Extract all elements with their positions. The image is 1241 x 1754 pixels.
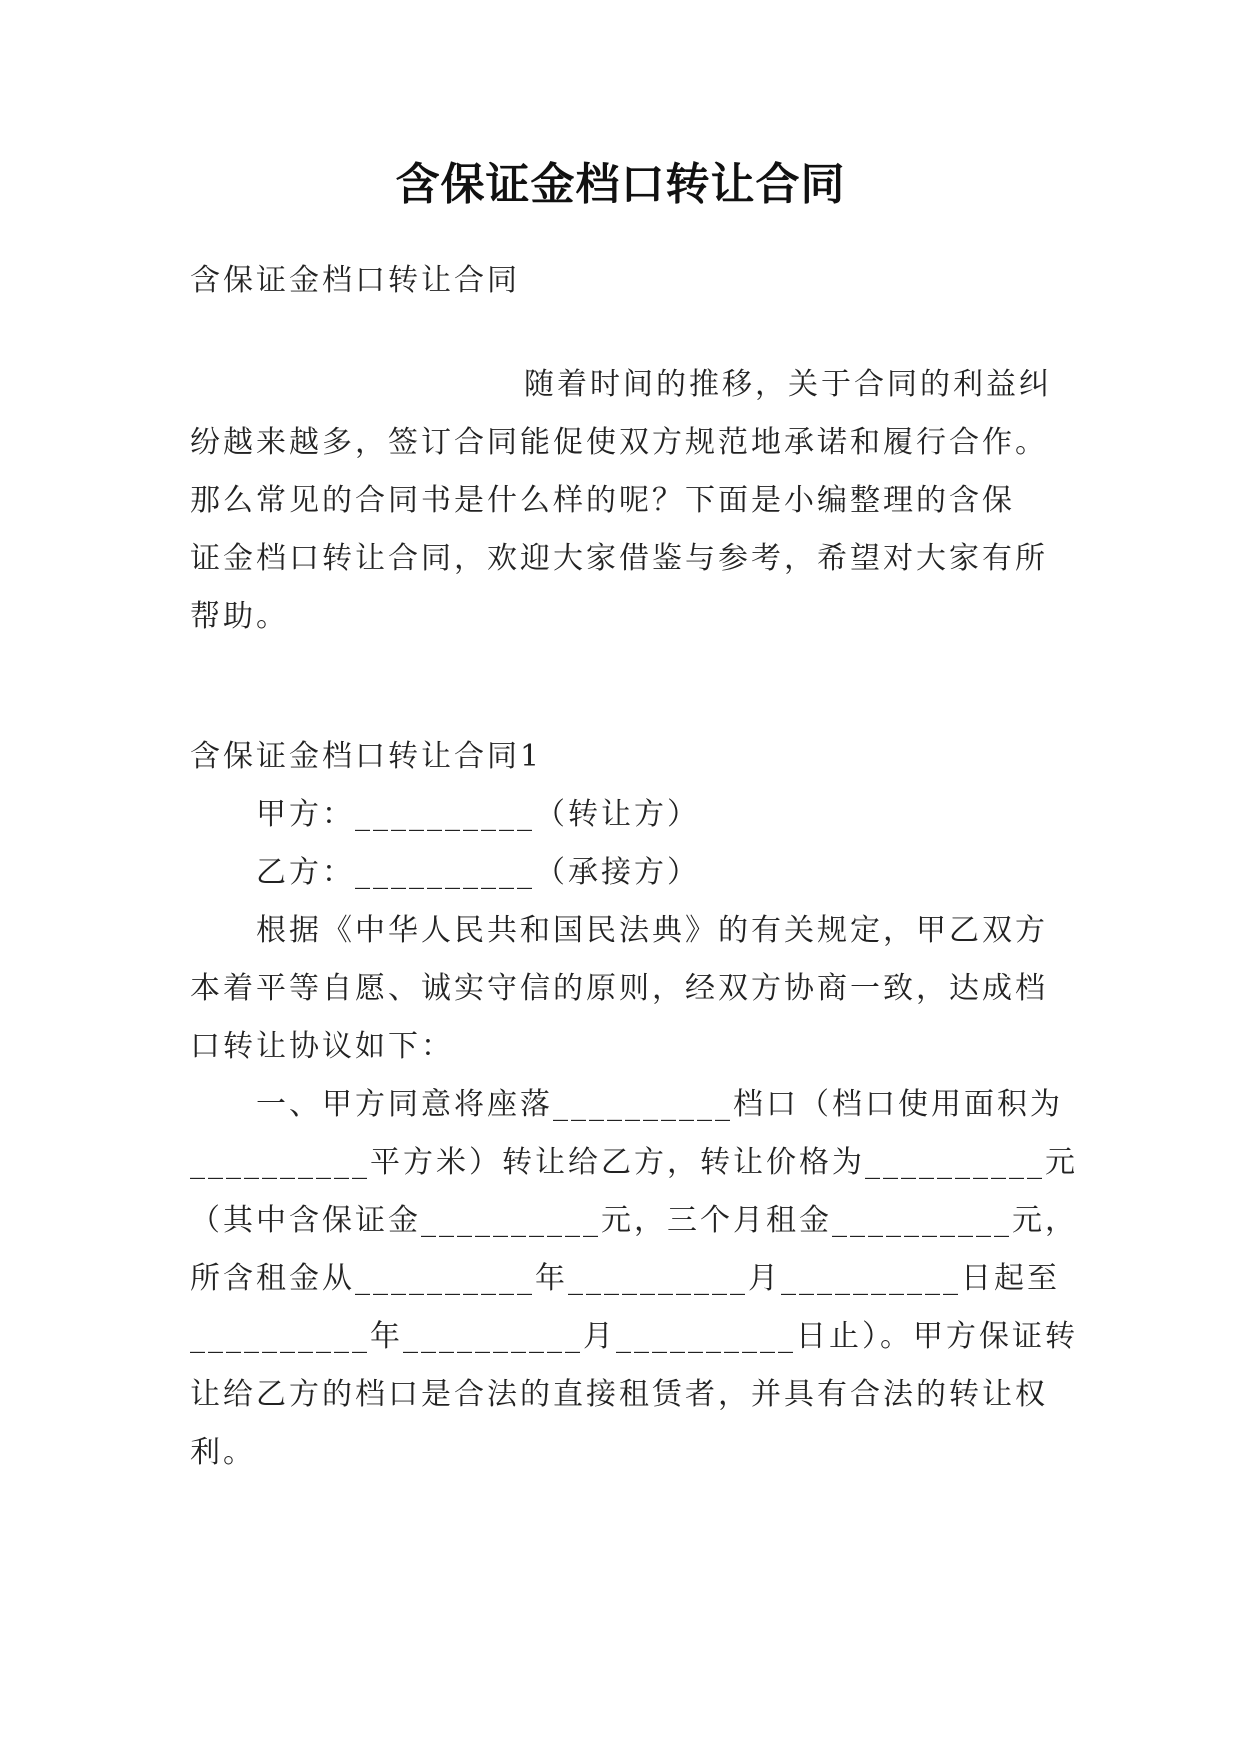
party-b-line: 乙方：__________（承接方）	[256, 855, 700, 890]
intro-line: 证金档口转让合同，欢迎大家借鉴与参考，希望对大家有所	[190, 541, 1048, 576]
intro-line: 纷越来越多，签订合同能促使双方规范地承诺和履行合作。	[190, 425, 1048, 460]
intro-line: 随着时间的推移，关于合同的利益纠	[524, 367, 1052, 402]
clause-1-line: 利。	[190, 1435, 256, 1470]
basis-line: 口转让协议如下：	[190, 1029, 454, 1064]
clause-1-line: __________平方米）转让给乙方，转让价格为__________元	[190, 1145, 1078, 1180]
contract-section	[190, 728, 1078, 1482]
intro-paragraph	[190, 356, 1070, 646]
section-heading: 含保证金档口转让合同1	[190, 739, 543, 774]
intro-line: 帮助。	[190, 599, 289, 634]
clause-1-line: __________年__________月__________日止）。甲方保证转	[190, 1319, 1078, 1354]
party-a-line: 甲方：__________（转让方）	[256, 797, 700, 832]
clause-1-line: 让给乙方的档口是合法的直接租赁者，并具有合法的转让权	[190, 1377, 1048, 1412]
subtitle-line: 含保证金档口转让合同	[190, 263, 520, 298]
basis-line: 本着平等自愿、诚实守信的原则，经双方协商一致，达成档	[190, 971, 1048, 1006]
document-title: 含保证金档口转让合同	[395, 159, 846, 210]
document-subtitle	[190, 252, 1070, 310]
intro-line: 那么常见的合同书是什么样的呢？下面是小编整理的含保	[190, 483, 1015, 518]
clause-1-line: 一、甲方同意将座落__________档口（档口使用面积为	[256, 1087, 1063, 1122]
basis-line: 根据《中华人民共和国民法典》的有关规定，甲乙双方	[256, 913, 1048, 948]
clause-1-line: （其中含保证金__________元，三个月租金__________元，	[190, 1203, 1078, 1238]
clause-1-line: 所含租金从__________年__________月__________日起至	[190, 1261, 1060, 1296]
